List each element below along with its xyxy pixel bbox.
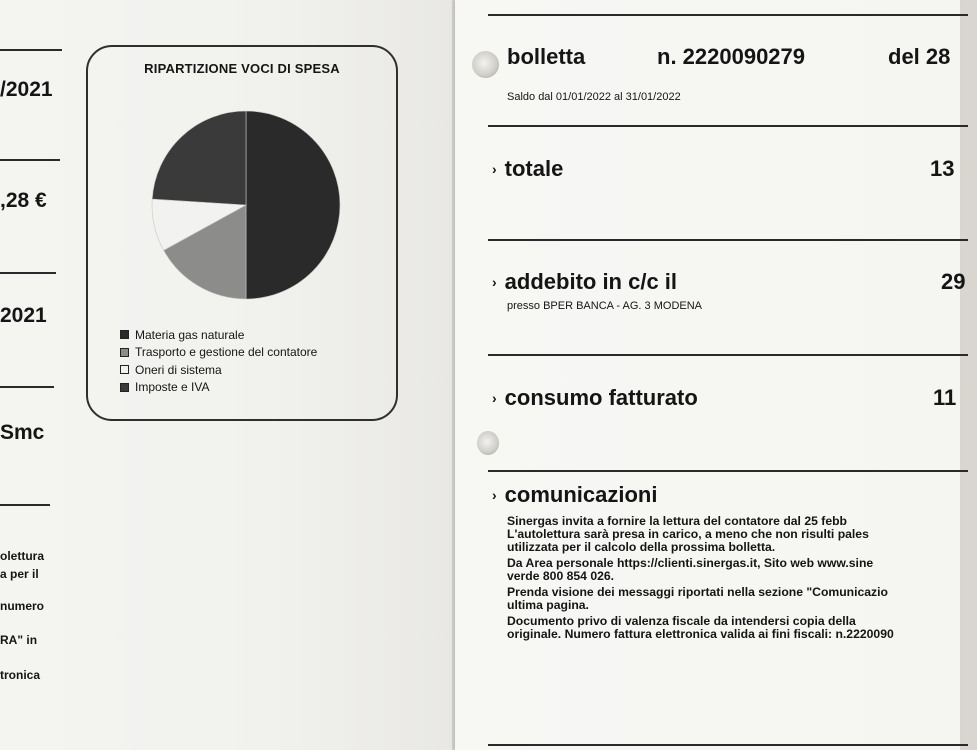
pie-chart-box: [86, 45, 398, 421]
comm-line: ultima pagina.: [507, 598, 589, 612]
comm-line: Documento privo di valenza fiscale da intendersi copia della: [507, 614, 856, 628]
legend-swatch: [120, 383, 129, 392]
divider: [488, 354, 968, 356]
comm-line: L'autolettura sarà presa in carico, a meno che non risulti pales: [507, 527, 869, 541]
punch-hole: [477, 431, 499, 455]
chart-legend: [120, 326, 317, 396]
legend-swatch: [120, 348, 129, 357]
divider: [488, 125, 968, 127]
left-amount-fragment: ,28 €: [0, 189, 47, 212]
section-label: addebito in c/c il: [504, 269, 678, 294]
legend-label: Oneri di sistema: [135, 362, 222, 377]
doc-type: bolletta: [507, 44, 586, 69]
comm-line: verde 800 854 026.: [507, 569, 615, 583]
legend-label: Materia gas naturale: [135, 327, 245, 342]
divider: [0, 386, 54, 388]
legend-item: [120, 379, 317, 397]
section-totale: [492, 156, 563, 182]
comm-line: Da Area personale https://clienti.sinergas.it, Sito web www.sine: [507, 556, 874, 570]
divider: [488, 14, 968, 16]
punch-hole: [472, 51, 499, 78]
left-text-fragment: olettura: [0, 549, 45, 563]
chevron-right-icon: ›: [492, 161, 497, 177]
left-text-fragment: a per il: [0, 567, 39, 581]
bank-info: presso BPER BANCA - AG. 3 MODENA: [507, 300, 703, 312]
legend-item: [120, 326, 317, 344]
chevron-right-icon: ›: [492, 390, 497, 406]
divider: [0, 504, 50, 506]
left-text-fragment: tronica: [0, 668, 41, 682]
left-date-fragment: /2021: [0, 78, 53, 101]
divider: [488, 239, 968, 241]
pie-slice: [152, 111, 246, 205]
chart-title: RIPARTIZIONE VOCI DI SPESA: [144, 61, 340, 76]
consumo-value: 11: [933, 385, 957, 410]
chevron-right-icon: ›: [492, 274, 497, 290]
comm-line: utilizzata per il calcolo della prossima bolletta.: [507, 540, 776, 554]
left-page: [0, 0, 452, 750]
section-comunicazioni: [492, 482, 657, 508]
invoice-date: del 28: [888, 44, 951, 69]
section-consumo: [492, 385, 698, 411]
pie-chart: [148, 107, 344, 303]
right-page: [455, 0, 966, 750]
chevron-right-icon: ›: [492, 487, 497, 503]
legend-item: [120, 344, 317, 362]
left-consumption-fragment: Smc: [0, 421, 45, 444]
divider: [0, 272, 56, 274]
section-addebito: [492, 269, 677, 295]
section-label: comunicazioni: [504, 482, 658, 507]
comm-line: originale. Numero fattura elettronica valida ai fini fiscali: n.2220090: [507, 627, 894, 641]
divider: [488, 744, 968, 746]
pie-slice: [246, 111, 340, 299]
legend-label: Trasporto e gestione del contatore: [135, 345, 318, 360]
divider: [0, 49, 62, 51]
divider: [0, 159, 60, 161]
left-text-fragment: numero: [0, 599, 45, 613]
legend-swatch: [120, 365, 129, 374]
comunicazioni-text: [507, 515, 977, 641]
addebito-value: 29: [941, 269, 966, 294]
left-text-fragment: RA" in: [0, 633, 38, 647]
section-label: consumo fatturato: [504, 385, 698, 410]
legend-label: Imposte e IVA: [135, 380, 210, 395]
comm-line: Sinergas invita a fornire la lettura del contatore dal 25 febb: [507, 514, 847, 528]
legend-item: [120, 361, 317, 379]
totale-value: 13: [930, 156, 955, 181]
left-date2-fragment: 2021: [0, 304, 47, 327]
billing-period: Saldo dal 01/01/2022 al 31/01/2022: [507, 91, 681, 103]
divider: [488, 470, 968, 472]
section-label: totale: [504, 156, 564, 181]
invoice-number: n. 2220090279: [657, 44, 806, 69]
comm-line: Prenda visione dei messaggi riportati nella sezione "Comunicazio: [507, 585, 888, 599]
legend-swatch: [120, 330, 129, 339]
